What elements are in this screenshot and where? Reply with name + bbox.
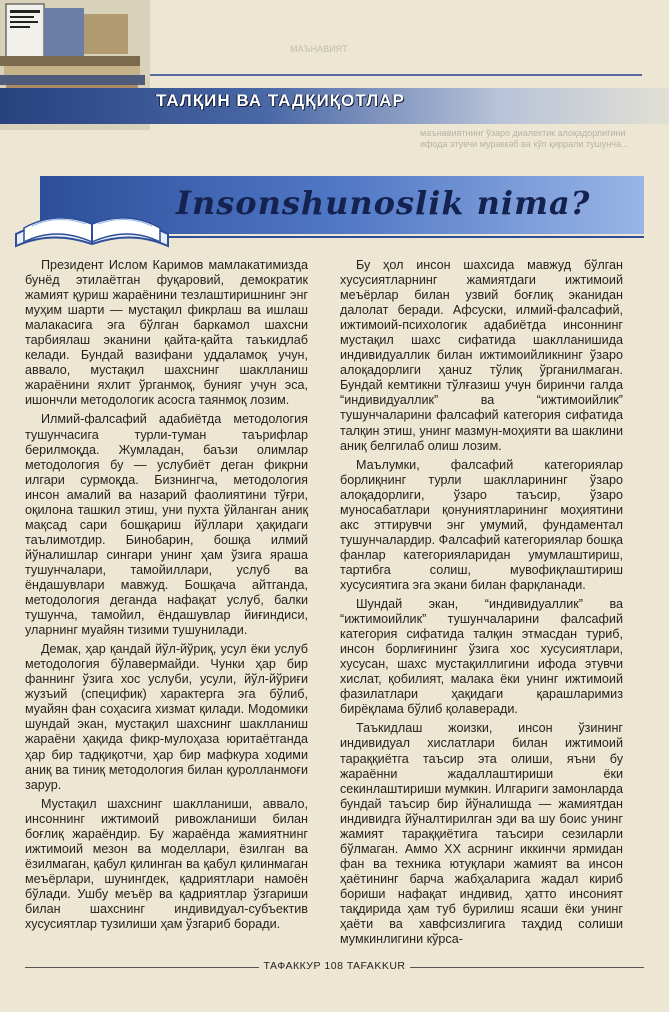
article-title: Insonshunoslik nima?	[176, 184, 591, 222]
top-divider	[150, 74, 642, 76]
right-text-column	[340, 258, 623, 951]
paragraph: Таъкидлаш жоизки, инсон ўзининг индивидуал хислатлари билан ижтимоий тараққиётга таъсир эта олиши, яъни бу жараённи жадаллаштириши ёки секинлаштириши мумкин. Илгариги замонларда бундай таъсир бир йўналишда — жамиятдан индивидга йўналтирилган эди ва шу боис унинг жамият тараққиётига таъсири сезиларли бўлмаган. Аммо XX асрнинг иккинчи ярмидан фан ва техника ютуқлари жамият ва инсон ҳаётининг барча жабҳаларига жадал кириб бориши нафақат индивид, ҳатто инсоният тақдирида ҳам туб бурилиш ясаши ёки унинг ҳаёти ва хавфсизлигига таҳдид солиши мумкинлигини кўрса-	[340, 721, 623, 947]
paragraph: Шундай экан, “индивидуаллик” ва “ижтимоийлик” тушунчаларини фалсафий категория сифатида талқин этмасдан туриб, инсон борлиғининг ўзига хос хусусиятлари, хусусан, шахс мустақиллигини ифода этувчи хислат, қобилият, малака ёки унинг ижтимоий фазилатлари ҳақидаги қарашларимиз бирёқлама бўлиб қолаверади.	[340, 597, 623, 717]
paragraph: Мустақил шахснинг шаклланиши, аввало, инсоннинг ижтимоий ривожланиши билан боғлиқ жараёндир. Бу жараёнда жамиятнинг ижтимоий мезон ва моделлари, ёзилган ва ёзилмаган, қабул қилинган ва қабул қилинмаган меъёрлари, шунингдек, қадриятлари намоён бўлади. Ушбу меъёр ва қадриятлар ўзгариши билан шахснинг индивидуал-субъектив хусусиятлар тузилиши ҳам ўзгариб боради.	[25, 796, 308, 932]
paragraph: Демак, ҳар қандай йўл-йўриқ, усул ёки услуб методология бўлавермайди. Чунки ҳар бир фаннинг ўзига хос услуби, усули, йўл-йўриғи жузъий (специфик) характерга эга бўлиб, муайян фан соҳасига хизмат қилади. Модомики шундай экан, мустақил шахснинг шаклланиш жараёни ҳақида фикр-мулоҳаза юритаётганда ҳар бир тадқиқотчи, ҳар бир мафкура ходими аниқ ва тиниқ методология билан қуролланмоғи зарур.	[25, 642, 308, 792]
paragraph: Маълумки, фалсафий категориялар борлиқнинг турли шаклларининг ўзаро алоқадорлиги, ўзаро таъсир, ўзаро муносабатлари қонуниятларининг моҳиятини акс эттирувчи энг умумий, фундаментал тушунчалардир. Фалсафий категориялар бошқа фанлар категорияларидан умумлаштириш, тартибга солиш, мувофиқлаштириш хусусиятига эга экани билан фарқланади.	[340, 457, 623, 592]
paragraph: Президент Ислом Каримов мамлакатимизда бунёд этилаётган фуқаровий, демократик жамият қуриш жараёнини тезлаштиришнинг энг муҳим шарти — мустақил фикрлаш ва ишлаш малакасига эга бўлган баркамол шахсни тарбиялаш эканини қайта-қайта таъкидлаб келади. Бундай вазифани уддаламоқ учун, аввало, мустақил шахснинг шаклланиш жараёнини яхлит ўрганмоқ, бунияг учун эса, ишончли методологик асосга таянмоқ лозим.	[25, 258, 308, 408]
footer-page-label: ТАФАККУР 108 TAFAKKUR	[259, 960, 409, 972]
open-book-icon	[12, 184, 172, 256]
footer	[0, 960, 669, 972]
section-title: ТАЛҚИН ВА ТАДҚИҚОТЛАР	[156, 91, 405, 110]
left-text-column	[25, 258, 308, 936]
bleed-through-heading: МАЪНАВИЯТ	[290, 44, 348, 54]
bleed-through-text: маънавиятнинг ўзаро диалектик алоқадорлигини ифода этувчи мураккаб ва кўп қиррали тушунча...	[420, 128, 629, 149]
paragraph: Бу ҳол инсон шахсида мавжуд бўлган хусусиятларнинг жамиятдаги ижтимоий меъёрлар билан узвий боғлиқ эканидан далолат беради. Афсуски, илмий-фалсафий, ижтимоий-психологик адабиётда инсоннинг мустақил шахс сифатида шаклланишида индивидуаллик билан ижтимоийликнинг ўзаро алоқадорлиги ҳанuz тўлиқ ўрганилмаган. Бундай кемтикни тўлғазиш учун биринчи галда “индивидуаллик” ва “ижтимоийлик” тушунчаларини фалсафий категория сифатида талқин этиш, унинг мазмун-моҳияти ва шаклини аниқ белгилаб олиш лозим.	[340, 258, 623, 453]
paragraph: Илмий-фалсафий адабиётда методология тушунчасига турли-туман таърифлар берилмоқда. Жумладан, баъзи олимлар методология бу — услубиёт деган фикрни илгари сурмоқда. Бизнингча, методология инсон амалий ва назарий фаолиятини тўғри, оқилона ташкил этиш, уни пухта ўйланган аниқ мақсад сари бошқариш йўллари ҳақидаги таълимотдир. Бинобарин, бошқа илмий йўналишлар сингари унинг ҳам ўзига яраша тушунчалари, тамойиллари, услуб ва ёндашувлари мавжуд. Бошқача айтганда, методология деганда нафақат услуб, балки тушунча, тамойил, ёндашувлар йиғиндиси, уларнинг муайян тизими тушунилади.	[25, 412, 308, 638]
